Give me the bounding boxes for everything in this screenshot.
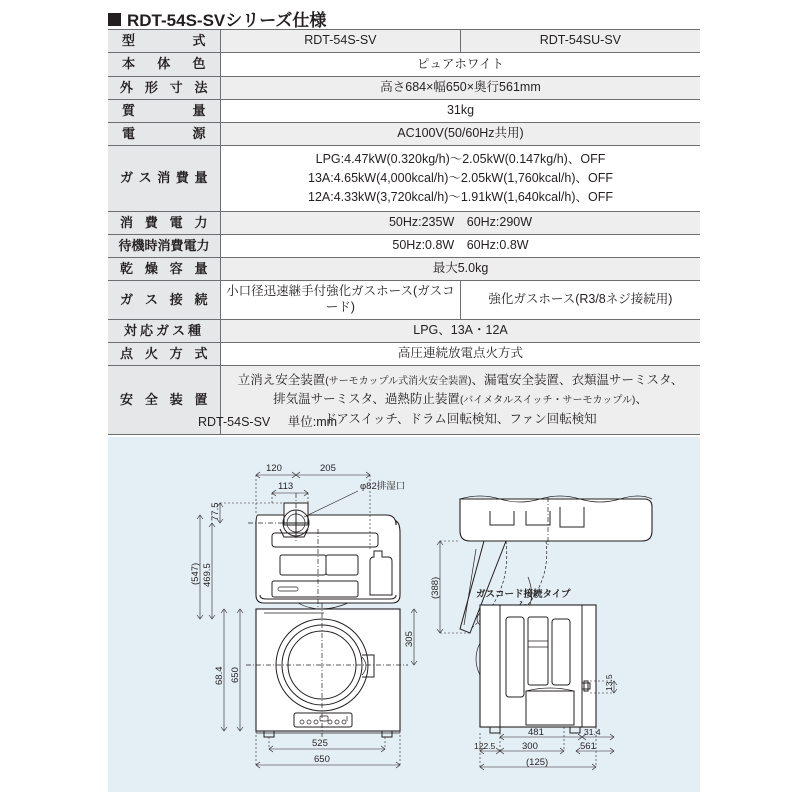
- cell-model-2: RDT-54SU-SV: [460, 30, 700, 53]
- safety-line-2: 排気温サーミスタ、過熱防止装置(バイメタルスイッチ・サーモカップル)、: [273, 392, 648, 407]
- cell-model-1: RDT-54S-SV: [221, 30, 461, 53]
- table-row: [108, 53, 700, 76]
- dim-label-561: (125): [526, 757, 549, 768]
- dim-label-469-5: 469.5: [202, 563, 213, 587]
- page-title: [108, 6, 326, 31]
- row-header-body-color: 本 体 色: [108, 53, 221, 76]
- drawing-model-name: RDT-54S-SV: [198, 415, 271, 429]
- row-header-standby-power: 待機時消費電力: [108, 234, 221, 257]
- table-row: [108, 146, 700, 211]
- black-square-icon: [108, 13, 121, 26]
- gas-cord-side-view-group: [474, 588, 617, 770]
- table-row: [108, 258, 700, 281]
- cell-gas-connection-1: 小口径迅速継手付強化ガスホース(ガスコード): [221, 281, 461, 319]
- row-header-power-source: 電 源: [108, 123, 221, 146]
- cell-power-consumption: 50Hz:235W 60Hz:290W: [221, 211, 701, 234]
- drawing-unit-note: 単位:mm: [287, 415, 338, 429]
- table-row: [108, 366, 700, 435]
- drawing-caption: [198, 412, 337, 430]
- cell-body-color: ピュアホワイト: [221, 53, 701, 76]
- table-row: [108, 30, 700, 53]
- row-header-gas-consumption: ガ ス 消 費 量: [108, 146, 221, 211]
- row-header-gas-types: 対応ガス種: [108, 319, 221, 342]
- table-row: [108, 76, 700, 99]
- specification-table: [108, 29, 700, 435]
- table-row: [108, 234, 700, 257]
- dim-label-205: 205: [320, 463, 336, 474]
- gas-line-lpg: LPG:4.47kW(0.320kg/h)〜2.05kW(0.147kg/h)、OFF: [315, 152, 606, 167]
- dim-label-77-5: 77.5: [210, 502, 221, 521]
- dim-label-125: 561: [580, 741, 596, 752]
- dim-label-13-5: 13.5: [604, 674, 614, 691]
- dim-label-120: 120: [266, 463, 282, 474]
- dim-label-525: 525: [312, 738, 328, 749]
- table-row: [108, 123, 700, 146]
- row-header-power-consumption: 消 費 電 力: [108, 211, 221, 234]
- cell-drying-capacity: 最大5.0kg: [221, 258, 701, 281]
- technical-drawing-panel: [108, 437, 700, 792]
- gas-line-13a: 13A:4.65kW(4,000kcal/h)〜2.05kW(1,760kcal/h)、OFF: [308, 171, 613, 185]
- row-header-drying-capacity: 乾 燥 容 量: [108, 258, 221, 281]
- table-row: [108, 342, 700, 365]
- dim-label-31-4: 31.4: [584, 727, 601, 737]
- row-header-safety-devices: 安 全 装 置: [108, 366, 221, 435]
- row-header-model: 型 式: [108, 30, 221, 53]
- cell-dimensions: 高さ684×幅650×奥行561mm: [221, 76, 701, 99]
- table-row: [108, 319, 700, 342]
- dim-label-68-4: 68.4: [214, 666, 225, 685]
- drawing-svg: [108, 437, 700, 792]
- dim-label-305: 305: [404, 631, 415, 647]
- gas-line-12a: 12A:4.33kW(3,720kcal/h)〜1.91kW(1,640kcal/h)、OFF: [308, 189, 613, 204]
- dim-label-650-vertical: 650: [230, 667, 241, 683]
- dim-label-122-5: 122.5: [474, 741, 496, 751]
- cell-gas-connection-2: 強化ガスホース(R3/8ネジ接続用): [460, 281, 700, 319]
- front-view-group: [214, 603, 417, 768]
- row-header-dimensions: 外 形 寸 法: [108, 76, 221, 99]
- dim-label-388: (388): [430, 576, 441, 599]
- table-row: [108, 281, 700, 319]
- table-row: [108, 211, 700, 234]
- row-header-gas-connection: ガ ス 接 続: [108, 281, 221, 319]
- row-header-ignition: 点 火 方 式: [108, 342, 221, 365]
- dim-label-650-bottom: 650: [314, 754, 330, 765]
- top-view-group: [190, 463, 405, 619]
- dim-label-113: 113: [278, 481, 294, 492]
- dim-label-300: 300: [522, 741, 538, 752]
- page-title-text: RDT-54S-SVシリーズ仕様: [127, 11, 327, 30]
- gas-cord-type-label: ガスコード接続タイプ: [476, 589, 571, 600]
- cell-weight: 31kg: [221, 99, 701, 122]
- safety-line-3: ドアスイッチ、ドラム回転検知、ファン回転検知: [324, 411, 597, 426]
- cell-ignition: 高圧連続放電点火方式: [221, 342, 701, 365]
- dim-label-exhaust-port: φ82排湿口: [360, 481, 406, 492]
- cell-gas-types: LPG、13A・12A: [221, 319, 701, 342]
- dim-label-547: (547): [190, 562, 201, 585]
- table-row: [108, 99, 700, 122]
- row-header-weight: 質 量: [108, 99, 221, 122]
- safety-line-1: 立消え安全装置(サーモカップル式消火安全装置)、漏電安全装置、衣類温サーミスタ、: [237, 373, 684, 387]
- cell-power-source: AC100V(50/60Hz共用): [221, 123, 701, 146]
- dim-label-481: 481: [528, 727, 544, 738]
- cell-standby-power: 50Hz:0.8W 60Hz:0.8W: [221, 234, 701, 257]
- cell-gas-consumption: [221, 146, 701, 211]
